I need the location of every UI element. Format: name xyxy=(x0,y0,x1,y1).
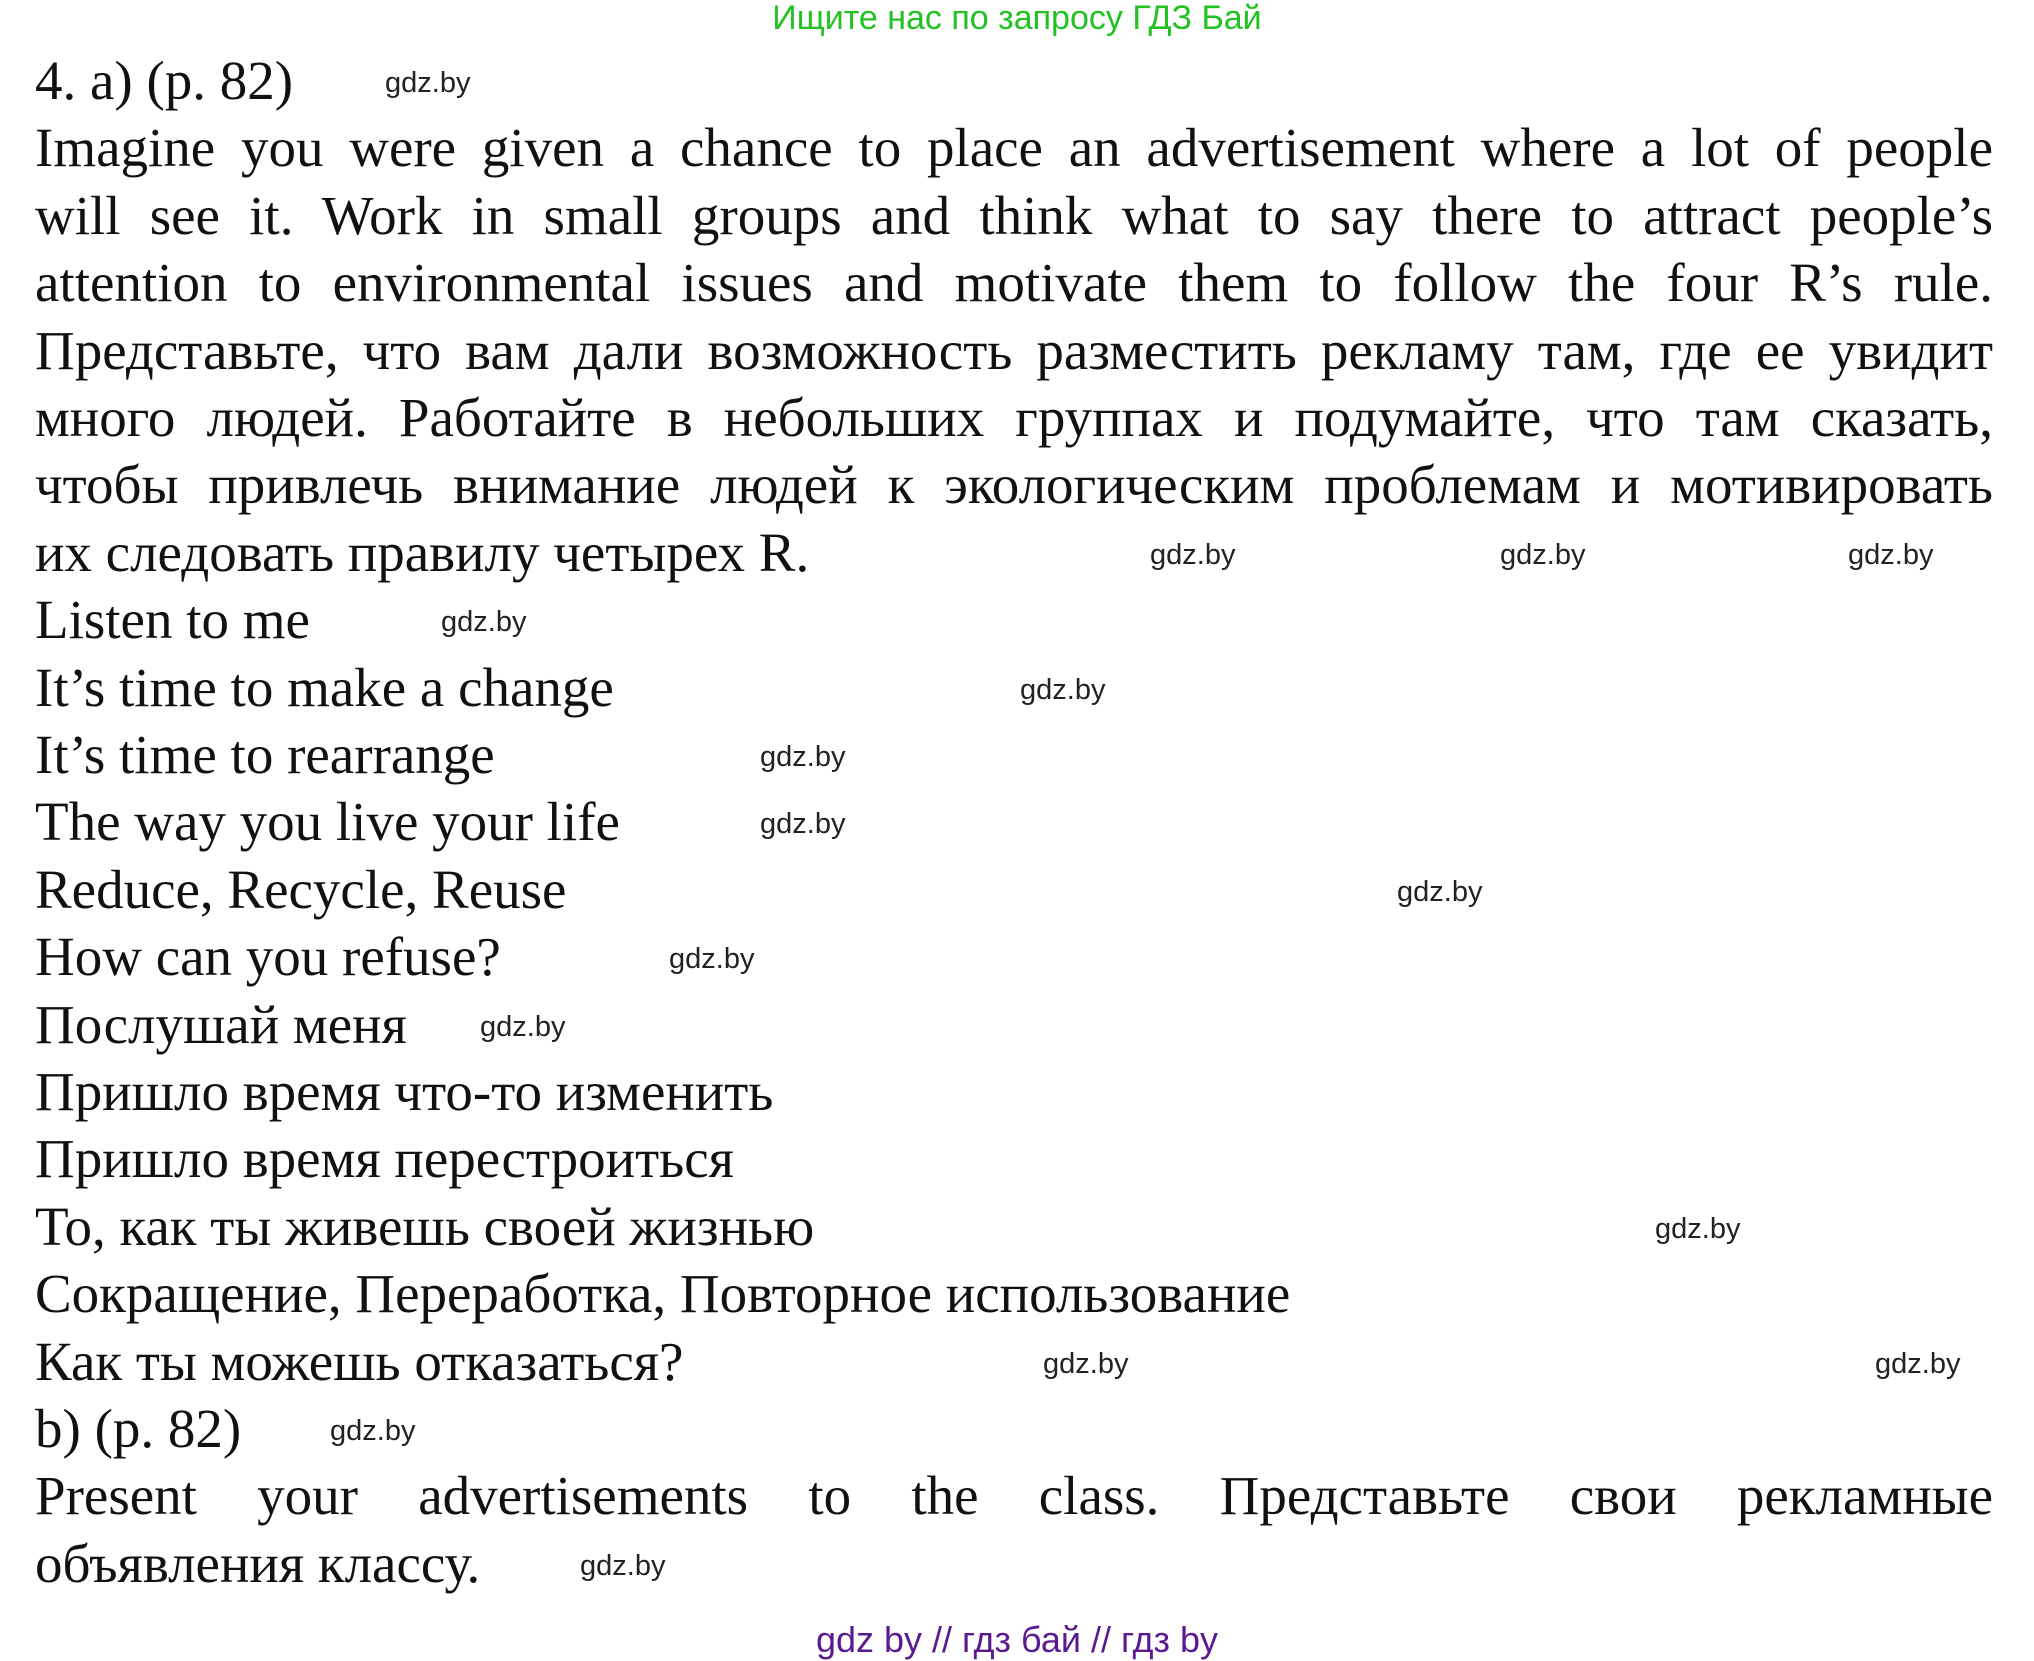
text-line: Представьте, что вам дали возможность разместить рекламу там, где ее увидит xyxy=(35,319,1993,381)
text-line: Imagine you were given a chance to place an advertisement where a lot of people xyxy=(35,117,1993,179)
watermark-text: gdz.by xyxy=(760,808,846,841)
watermark-text: gdz.by xyxy=(1655,1212,1741,1245)
watermark-text: gdz.by xyxy=(669,943,755,976)
watermark-text: gdz.by xyxy=(1875,1347,1961,1380)
text-line: It’s time to make a change xyxy=(35,656,614,718)
text-line: много людей. Работайте в небольших группах и подумайте, что там сказать, xyxy=(35,387,1993,448)
watermark-text: gdz.by xyxy=(1397,875,1483,908)
text-line: The way you live your life xyxy=(35,791,620,853)
text-line: will see it. Work in small groups and think what to say there to attract people’s xyxy=(35,184,1993,246)
watermark-text: gdz.by xyxy=(1043,1347,1129,1380)
text-line: Listen to me xyxy=(35,589,310,651)
watermark-text: gdz.by xyxy=(1848,538,1934,571)
text-line: 4. a) (p. 82) xyxy=(35,50,294,111)
search-banner: Ищите нас по запросу ГДЗ Бай xyxy=(772,0,1262,37)
text-line: объявления классу. xyxy=(35,1532,481,1594)
text-line: чтобы привлечь внимание людей к экологическим проблемам и мотивировать xyxy=(35,454,1993,516)
watermark-text: gdz.by xyxy=(760,741,846,773)
text-line: Послушай меня xyxy=(35,993,407,1055)
text-line: Пришло время что-то изменить xyxy=(35,1061,774,1122)
watermark-text: gdz.by xyxy=(385,67,471,99)
text-line: b) (p. 82) xyxy=(35,1398,242,1459)
watermark-text: gdz.by xyxy=(330,1415,416,1447)
watermark-text: gdz.by xyxy=(1150,538,1236,571)
watermark-text: gdz.by xyxy=(1500,538,1586,571)
text-line: их следовать правилу четырех R. xyxy=(35,521,810,583)
watermark-text: gdz.by xyxy=(580,1549,666,1582)
watermark-text: gdz.by xyxy=(441,606,527,639)
footer-links: gdz by // гдз бай // гдз by xyxy=(815,1619,1219,1660)
text-line: То, как ты живешь своей жизнью xyxy=(35,1195,815,1257)
text-line: Reduce, Recycle, Reuse xyxy=(35,858,567,920)
watermark-text: gdz.by xyxy=(480,1010,566,1043)
text-line: Сокращение, Переработка, Повторное использование xyxy=(35,1263,1291,1325)
text-line: Как ты можешь отказаться? xyxy=(35,1330,684,1392)
text-line: It’s time to rearrange xyxy=(35,724,495,785)
watermark-text: gdz.by xyxy=(1020,673,1106,706)
text-line: Present your advertisements to the class. Представьте свои рекламные xyxy=(35,1465,1993,1527)
text-line: Пришло время перестроиться xyxy=(35,1128,734,1190)
text-line: attention to environmental issues and motivate them to follow the four R’s rule. xyxy=(35,252,1993,314)
text-line: How can you refuse? xyxy=(35,926,501,988)
